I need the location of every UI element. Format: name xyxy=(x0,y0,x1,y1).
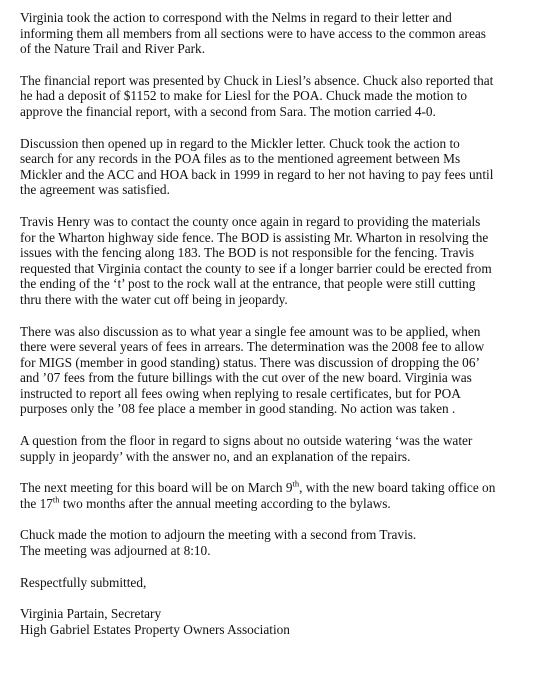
text-line: A question from the floor in regard to signs about no outside watering ‘was the water xyxy=(20,433,473,449)
ordinal-suffix: th xyxy=(52,494,60,505)
text-line: requested that Virginia contact the county to see if a longer barrier could be erected from xyxy=(20,260,492,276)
paragraph-adjourn xyxy=(20,527,535,558)
next-meeting-text: the 17 xyxy=(20,495,53,511)
paragraph-wharton-fence xyxy=(20,214,535,308)
signature-name: Virginia Partain, Secretary xyxy=(20,606,162,622)
text-line: for MIGS (member in good standing) status. There was discussion of dropping the 06’ xyxy=(20,354,480,370)
text-line xyxy=(20,480,535,496)
text-line: of the Nature Trail and River Park. xyxy=(20,41,206,57)
text-line: thru there with the water cut off being in jeopardy. xyxy=(20,291,288,307)
text-line: Discussion then opened up in regard to the Mickler letter. Chuck took the action to xyxy=(20,135,460,151)
text-line: Chuck made the motion to adjourn the meeting with a second from Travis. xyxy=(20,527,417,543)
next-meeting-text: , with the new board taking office on xyxy=(299,480,496,496)
document-page xyxy=(20,10,535,653)
text-line: there were several years of fees in arrears. The determination was the 2008 fee to allow xyxy=(20,339,485,355)
text-line: purposes only the ’08 fee place a member in good standing. No action was taken . xyxy=(20,401,456,417)
text-line: approve the financial report, with a second from Sara. The motion carried 4-0. xyxy=(20,103,436,119)
text-line: The meeting was adjourned at 8:10. xyxy=(20,543,211,559)
text-line: search for any records in the POA files as to the mentioned agreement between Ms xyxy=(20,151,461,167)
text-line: There was also discussion as to what year a single fee amount was to be applied, when xyxy=(20,323,481,339)
paragraph-financial-report xyxy=(20,73,535,120)
signature-block xyxy=(20,606,535,637)
text-line: the ending of the ‘t’ post to the rock wall at the entrance, that people were still cutting xyxy=(20,276,476,292)
paragraph-fee-discussion xyxy=(20,324,535,418)
text-line xyxy=(20,496,535,512)
next-meeting-text: two months after the annual meeting according to the bylaws. xyxy=(59,495,391,511)
signature-organization: High Gabriel Estates Property Owners Association xyxy=(20,621,290,637)
text-line: issues with the fencing along 183. The BOD is not responsible for the fencing. Travis xyxy=(20,245,475,261)
paragraph-mickler-letter xyxy=(20,136,535,198)
paragraph-closing xyxy=(20,575,535,591)
text-line: supply in jeopardy’ with the answer no, and an explanation of the repairs. xyxy=(20,448,411,464)
text-line: Mickler and the ACC and HOA back in 1999 in regard to her not having to pay fees until xyxy=(20,166,494,182)
closing-text: Respectfully submitted, xyxy=(20,574,147,590)
text-line: instructed to report all fees owing when replying to resale certificates, but for POA xyxy=(20,385,461,401)
text-line: informing them all members from all sections were to have access to the common areas xyxy=(20,25,486,41)
paragraph-watering-question xyxy=(20,433,535,464)
next-meeting-text: The next meeting for this board will be on March 9 xyxy=(20,480,293,496)
ordinal-suffix: th xyxy=(292,478,300,489)
text-line: The financial report was presented by Chuck in Liesl’s absence. Chuck also reported that xyxy=(20,72,494,88)
text-line: he had a deposit of $1152 to make for Liesl for the POA. Chuck made the motion to xyxy=(20,88,468,104)
paragraph-nelms-letter xyxy=(20,10,535,57)
text-line: for the Wharton highway side fence. The BOD is assisting Mr. Wharton in resolving the xyxy=(20,229,489,245)
text-line: and ’07 fees from the future billings with the cut over of the new board. Virginia was xyxy=(20,370,472,386)
text-line: Virginia took the action to correspond with the Nelms in regard to their letter and xyxy=(20,10,452,25)
paragraph-next-meeting xyxy=(20,480,535,511)
text-line: the agreement was satisfied. xyxy=(20,182,170,198)
text-line: Travis Henry was to contact the county once again in regard to providing the materials xyxy=(20,213,481,229)
